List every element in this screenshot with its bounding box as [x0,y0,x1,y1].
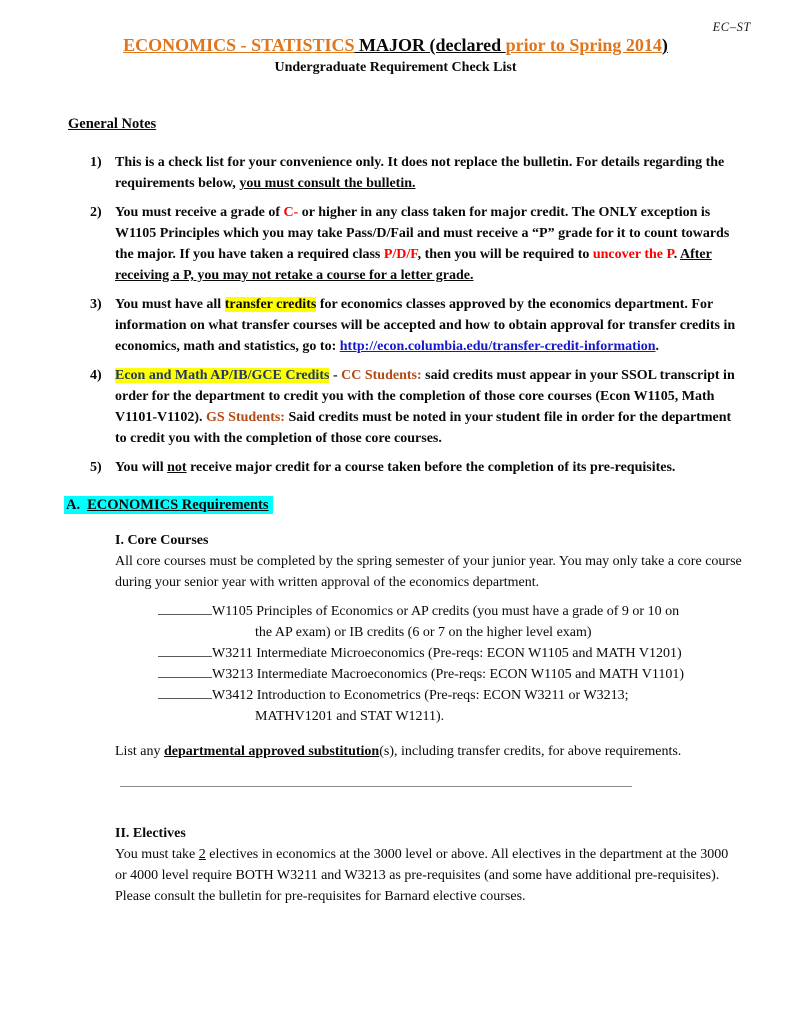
transfer-credits-highlight: transfer credits [224,297,317,312]
core-course-list [158,601,743,727]
note-text: Said credits must be noted in your student file in order for the department to credit you with the completion of those core courses. [115,410,732,446]
note-text: said credits must appear in your SSOL transcript in order for the department to credit you with the completion of those core courses (Econ W1105, Math V1101-V1102). [115,368,735,425]
course-row-w3213 [158,664,743,685]
core-courses-heading: I. Core Courses [115,533,209,548]
note-item-5 [90,457,737,478]
grade-red-text: C- [283,205,299,220]
course-title: W3213 Intermediate Macroeconomics (Pre-reqs: ECON W1105 and MATH V1101) [212,667,684,682]
note-text: - [329,368,342,383]
note-text: receive major credit for a course taken before the completion of its pre-requisites. [186,460,676,475]
course-title: W3412 Introduction to Econometrics (Pre-reqs: ECON W3211 or W3213; [212,688,629,703]
electives-paragraph [115,844,740,907]
note-underlined-text: not [167,460,187,475]
note-number: 3) [90,297,102,312]
core-courses-intro: All core courses must be completed by the spring semester of your junior year. You may only take a core course during your senior year with written approval of the economics department. [115,554,742,590]
cc-students-label: CC Students: [341,368,422,383]
note-text: , then you will be required to [417,247,593,262]
electives-heading: II. Electives [115,826,186,841]
note-number: 4) [90,368,102,383]
note-item-1 [90,152,737,194]
substitution-writein-line [120,786,632,787]
section-a-heading [64,494,791,516]
note-underlined-text: you must consult the bulletin. [239,176,416,191]
course-checkoff-blank [158,665,212,678]
general-notes-heading: General Notes [68,116,157,132]
note-text: You must receive a grade of [115,205,284,220]
course-checkoff-blank [158,602,212,615]
corner-code: EC–ST [712,20,751,34]
note-number: 1) [90,155,102,170]
section-a-highlight [64,496,273,514]
substitution-instruction [115,741,743,762]
note-text: . [673,247,680,262]
course-row-w1105 [158,601,743,643]
title-declared-date: prior to Spring 2014 [505,35,662,55]
note-item-4 [90,365,737,449]
title-major-label: MAJOR (declared [354,35,506,55]
note-text: or higher in any class taken for major credit. The ONLY exception is W1105 Principles which you may take Pass/D/Fail and must receive a “P” grade for it to count towards the major. If you have taken a required class [115,205,730,262]
title-major-name: ECONOMICS - STATISTICS [123,35,355,55]
electives-text: You must take [115,847,199,862]
note-number: 5) [90,460,102,475]
course-row-w3412 [158,685,743,727]
section-a-title: ECONOMICS Requirements [87,497,269,513]
course-checkoff-blank [158,644,212,657]
course-title: W1105 Principles of Economics or AP credits (you must have a grade of 9 or 10 on [212,604,680,619]
uncover-red-text: uncover the P [592,247,674,262]
gs-students-label: GS Students: [206,410,285,425]
ap-ib-gce-credits-highlight: Econ and Math AP/IB/GCE Credits [115,368,330,383]
section-a-label: A. [66,497,81,513]
note-text: . [655,339,660,354]
course-title: W3211 Intermediate Microeconomics (Pre-reqs: ECON W1105 and MATH V1201) [212,646,682,661]
note-text: for economics classes approved by the economics department. For information on what transfer courses will be accepted and how to obtain approval for transfer credits in economics, math and statistics, go to: [115,297,736,354]
title-close-paren: ) [661,35,668,55]
substitution-text: (s), including transfer credits, for above requirements. [379,744,682,759]
document-title [0,34,791,56]
course-row-w3211 [158,643,743,664]
course-title-continued: the AP exam) or IB credits (6 or 7 on the higher level exam) [255,625,592,640]
general-notes-list [90,152,751,478]
document-subtitle: Undergraduate Requirement Check List [274,60,517,75]
note-text: This is a check list for your convenience only. It does not replace the bulletin. For details regarding the requirements below, [115,155,725,191]
electives-text: electives in economics at the 3000 level or above. All electives in the department at the 3000 or 4000 level require BOTH W3211 and W3213 as pre-requisites (and some have additional pre-requisites). Please consult the bulletin for pre-requisites for Barnard elective courses. [115,847,729,904]
pdf-red-text: P/D/F [383,247,418,262]
note-number: 2) [90,205,102,220]
substitution-bold-text: departmental approved substitution [164,744,380,759]
transfer-credit-info-link[interactable]: http://econ.columbia.edu/transfer-credit-information [339,339,656,354]
note-text: You will [115,460,168,475]
electives-count-underlined: 2 [198,847,206,862]
note-item-3 [90,294,737,357]
substitution-text: List any [115,744,164,759]
note-item-2 [90,202,737,286]
course-title-continued: MATHV1201 and STAT W1211). [255,709,445,724]
course-checkoff-blank [158,686,212,699]
economics-requirements-section [115,530,743,907]
note-text: You must have all [115,297,225,312]
note-underlined-text: After receiving a P, you may not retake a course for a letter grade. [115,247,712,283]
